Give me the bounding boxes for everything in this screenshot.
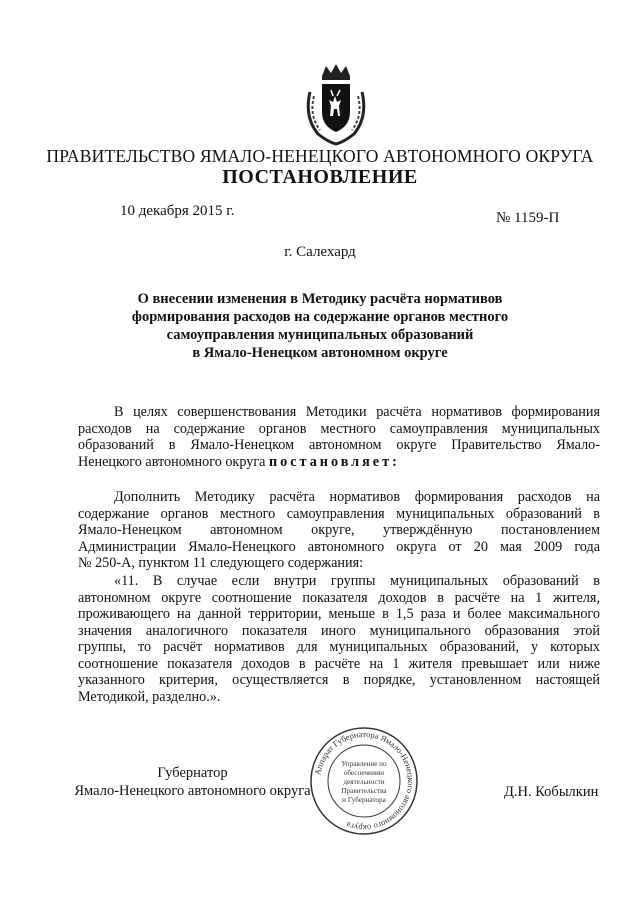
paragraph-line: Методикой, разделно.». <box>78 688 221 705</box>
title-line: формирования расходов на содержание органов местного <box>131 309 509 325</box>
coat-of-arms-icon <box>300 62 372 146</box>
stamp-center-line: Правительства <box>341 787 387 795</box>
stamp-center-line: обеспечению <box>343 769 385 777</box>
clause-11-paragraph <box>78 573 600 705</box>
paragraph-line: значения аналогичного показателя иного муниципального образования этой <box>78 622 600 639</box>
paragraph-text: Ненецкого автономного округа <box>78 453 269 470</box>
paragraph-line: образований в Ямало-Ненецком автономном округе Правительство Ямало- <box>78 437 600 453</box>
stamp-center-line: и Губернатора <box>342 796 386 804</box>
paragraph-line <box>78 454 600 471</box>
document-type: ПОСТАНОВЛЕНИЕ <box>222 166 418 188</box>
paragraph-line: В целях совершенствования Методики расчёта нормативов формирования <box>114 404 600 420</box>
amendment-paragraph <box>78 489 600 572</box>
stamp-center-line: Управление по <box>341 760 387 768</box>
paragraph-line: Дополнить Методику расчёта нормативов формирования расходов на <box>114 489 600 505</box>
paragraph-line: расходов на содержание органов местного самоуправления муниципальных <box>78 420 600 437</box>
paragraph-line: автономном округе соотношение показателя доходов в расчёте на 1 жителя, <box>78 589 600 606</box>
paragraph-line: «11. В случае если внутри группы муниципальных образований в <box>114 573 600 589</box>
stamp-ring-text: Аппарат Губернатора Ямало-Ненецкого автономного округа <box>312 728 417 834</box>
paragraph-line: № 250-А, пунктом 11 следующего содержания: <box>78 555 364 571</box>
position-line: Губернатор <box>157 765 228 781</box>
paragraph-line: Ямало-Ненецком автономном округе, утверждённую постановлением <box>78 522 600 538</box>
title-line: в Ямало-Ненецком автономном округе <box>192 345 448 361</box>
paragraph-line: Администрации Ямало-Ненецкого автономного округа от 20 мая 2009 года <box>78 538 600 555</box>
title-line: О внесении изменения в Методику расчёта нормативов <box>137 291 503 307</box>
paragraph-line: проживающего на данной территории, меньше в 1,5 раза и более максимального <box>78 606 600 622</box>
resolves-keyword: постановляет: <box>268 453 400 470</box>
title-line: самоуправления муниципальных образований <box>166 327 474 343</box>
signatory-name: Д.Н. Кобылкин <box>504 784 599 800</box>
document-city: г. Салехард <box>284 244 356 260</box>
paragraph-line: содержание органов местного самоуправления муниципальных образований в <box>78 505 600 522</box>
document-date: 10 декабря 2015 г. <box>120 203 235 219</box>
position-line: Ямало-Ненецкого автономного округа <box>74 783 311 799</box>
paragraph-line: соотношение показателя доходов в расчёте на 1 жителя превышает или ниже <box>78 655 600 672</box>
signatory-position <box>70 764 315 800</box>
document-number: № 1159-П <box>496 210 560 226</box>
paragraph-line: группы, то расчёт нормативов для муниципальных образований, у которых <box>78 639 600 655</box>
paragraph-line: указанного критерия, осуществляется в порядке, установленном настоящей <box>78 672 600 688</box>
stamp-center-line: деятельности <box>343 778 385 786</box>
document-title <box>100 290 540 362</box>
preamble-paragraph <box>78 404 600 470</box>
government-heading: ПРАВИТЕЛЬСТВО ЯМАЛО-НЕНЕЦКОГО АВТОНОМНОГО ОКРУГА <box>46 146 594 166</box>
official-stamp <box>308 725 420 837</box>
